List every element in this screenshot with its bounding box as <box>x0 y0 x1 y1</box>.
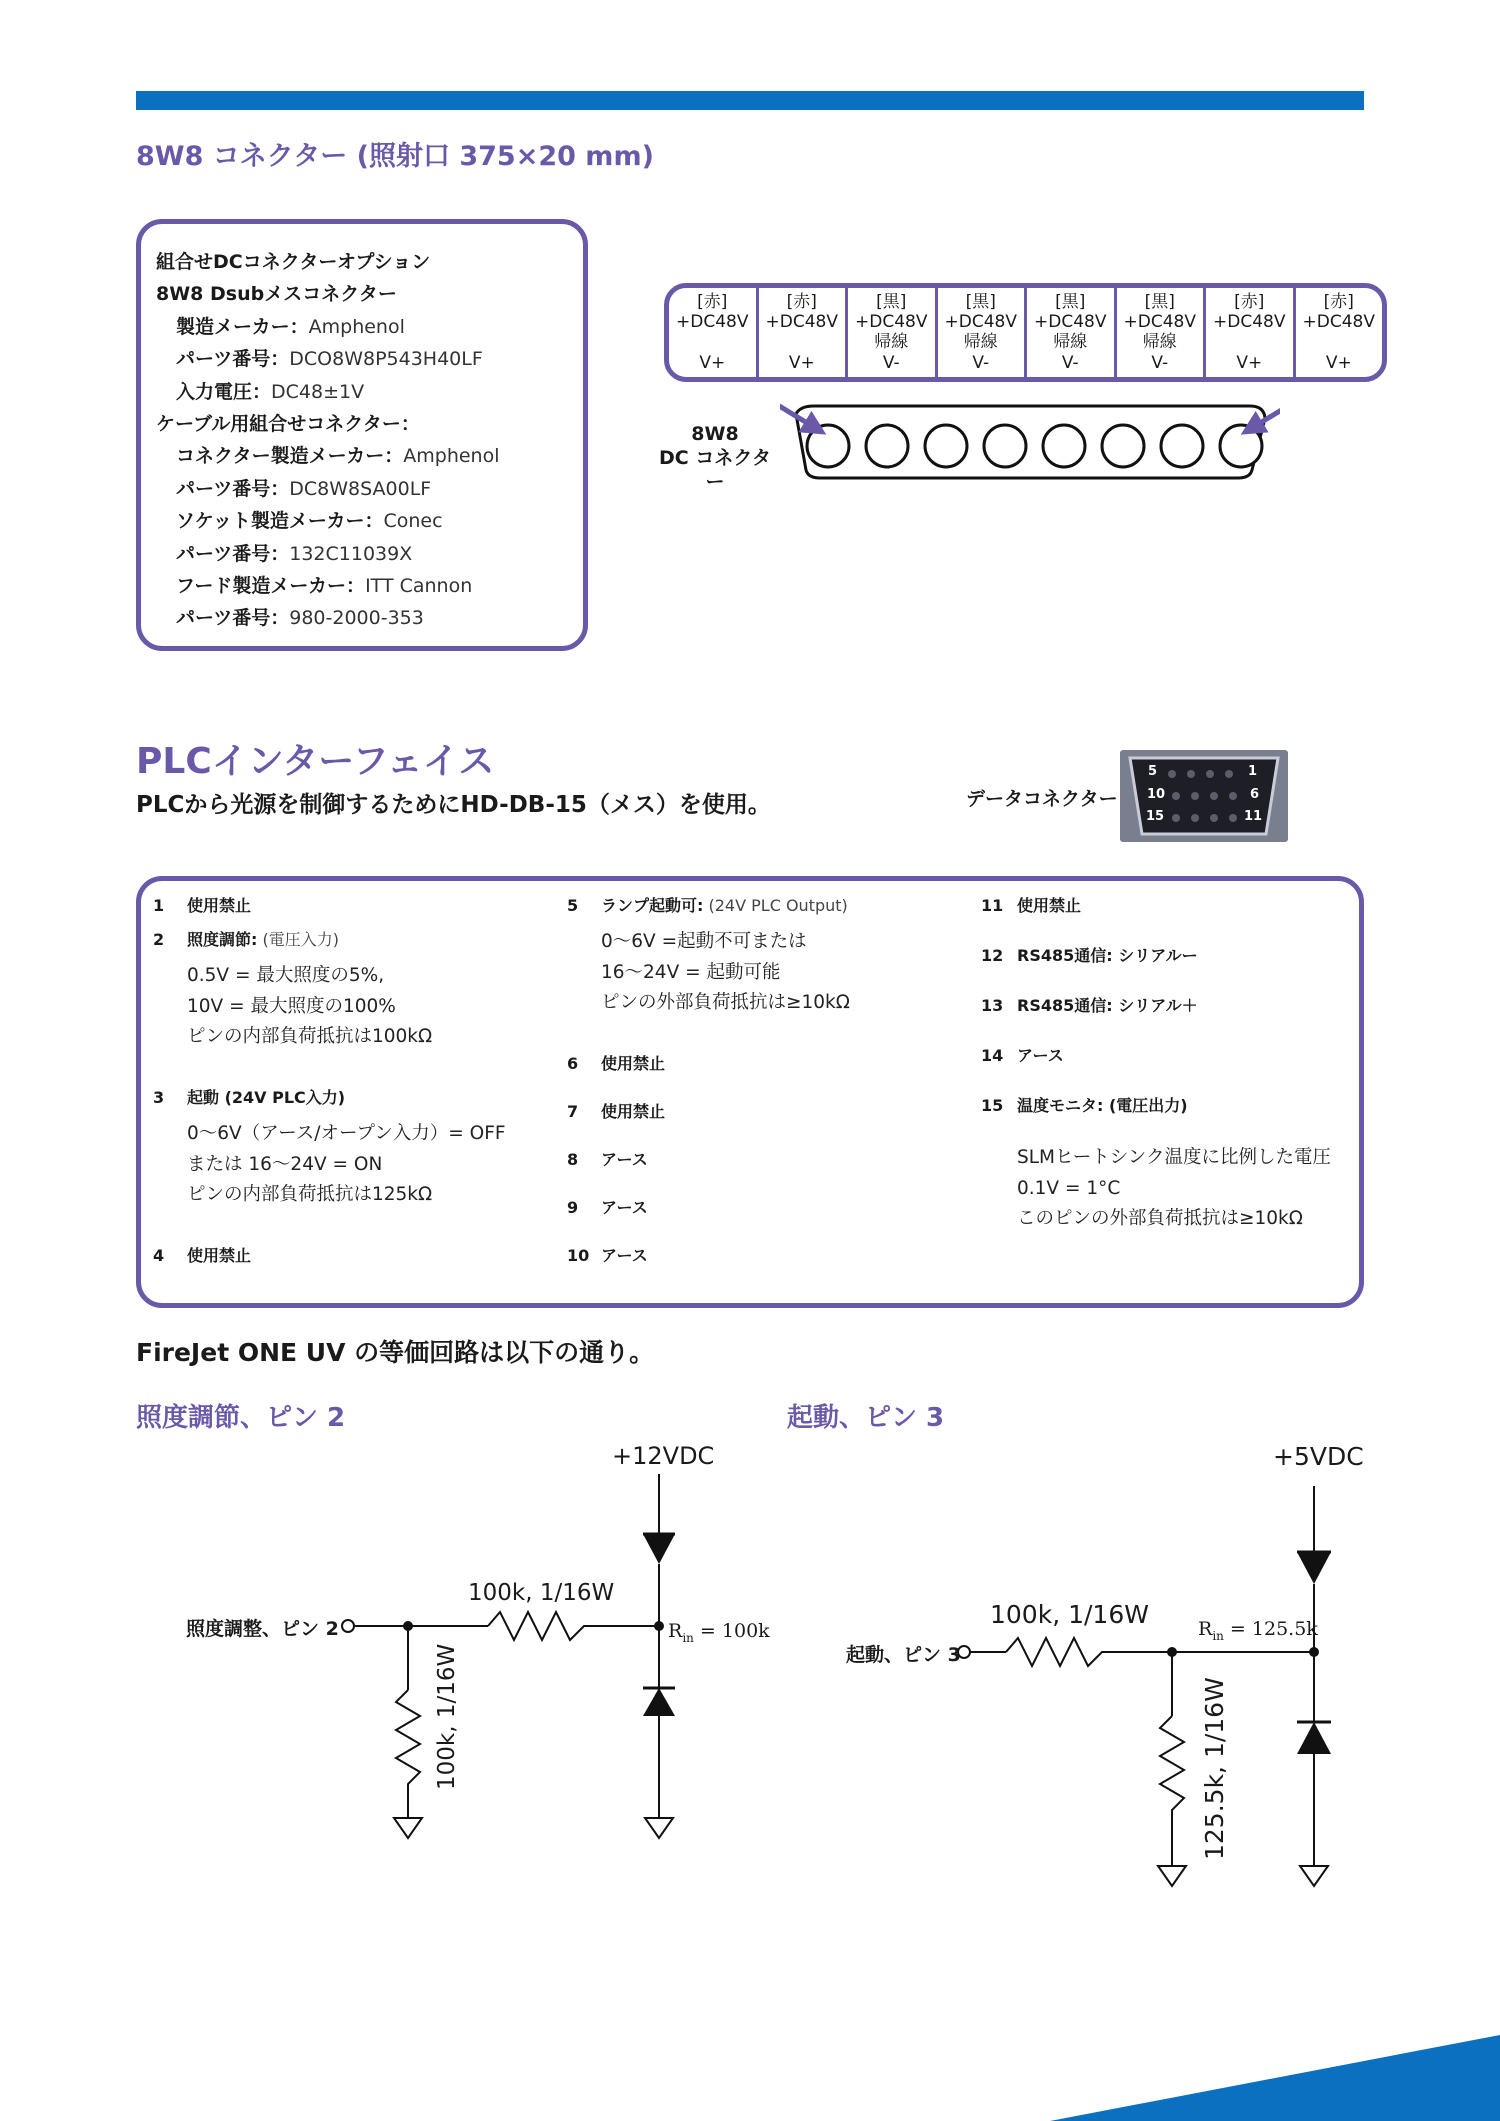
spec-value: 132C11039X <box>289 542 413 565</box>
left-circuit-supply: +12VDC <box>612 1442 715 1470</box>
spec-value: 980-2000-353 <box>289 607 424 630</box>
pin-color: [黒] <box>1144 292 1175 312</box>
pin-voltage: +DC48V <box>855 312 928 332</box>
right-rin-label: $R_{in} = 125.5k$ <box>1198 1618 1318 1643</box>
dc-connector-label-line1: 8W8 <box>691 423 739 445</box>
right-shunt-resistor-label: 125.5k, 1/16W <box>1200 1677 1229 1860</box>
pin-color: [赤] <box>1323 292 1354 312</box>
spec-label: パーツ番号： <box>176 607 290 630</box>
spec-line <box>156 343 573 375</box>
pin-row-9: 9 アース <box>567 1198 648 1217</box>
spec-label: パーツ番号： <box>176 477 290 500</box>
dsub-label-1: 1 <box>1248 764 1258 779</box>
pin-return: 帰線 <box>1142 332 1177 352</box>
left-circuit-input: 照度調整、ピン 2 <box>186 1618 339 1640</box>
pin-sign: V+ <box>1325 353 1352 373</box>
dsub-label-11: 11 <box>1244 809 1263 824</box>
pin-sign: V- <box>1151 353 1169 373</box>
spec-label: ソケット製造メーカー： <box>176 510 384 533</box>
pin-voltage: +DC48V <box>676 312 749 332</box>
spec-value: Conec <box>383 510 443 533</box>
circuit-heading: FireJet ONE UV の等価回路は以下の通り。 <box>136 1338 655 1367</box>
pin-cell <box>1296 288 1383 377</box>
pin-voltage: +DC48V <box>765 312 838 332</box>
spec-label: 組合せDCコネクターオプション <box>156 251 431 273</box>
pin-cell <box>848 288 938 377</box>
pin-row-5: 5 ランプ起動可: (24V PLC Output) <box>567 896 848 915</box>
pin-cell <box>1117 288 1207 377</box>
spec-line <box>156 570 573 602</box>
pin-voltage: +DC48V <box>1213 312 1286 332</box>
spec-line <box>156 440 573 472</box>
right-circuit-input: 起動、ピン 3 <box>846 1644 961 1666</box>
top-accent-bar <box>136 91 1364 110</box>
spec-label: コネクター製造メーカー： <box>176 445 404 468</box>
spec-label: フード製造メーカー： <box>176 574 366 597</box>
dc-connector-diagram <box>780 370 1280 490</box>
spec-label: パーツ番号： <box>176 348 290 371</box>
plc-pinout-box <box>136 876 1364 1308</box>
pin-cell <box>938 288 1028 377</box>
pin-5-description: 0～6V =起動不可または 16～24V = 起動可能 ピンの外部負荷抵抗は≥10kΩ <box>601 931 850 1013</box>
pin-row-4: 4 使用禁止 <box>153 1246 252 1265</box>
dsub-label-10: 10 <box>1147 787 1166 802</box>
spec-label: 製造メーカー： <box>176 315 309 338</box>
pin-row-11: 11 使用禁止 <box>981 896 1082 915</box>
left-circuit-wires <box>342 1474 660 1818</box>
pin-return: 帰線 <box>874 332 909 352</box>
pin-2-description: 0.5V = 最大照度の5%, 10V = 最大照度の100% ピンの内部負荷抵抗は100kΩ <box>187 965 433 1047</box>
left-shunt-resistor-label: 100k, 1/16W <box>434 1643 460 1790</box>
dsub-label-15: 15 <box>1146 809 1165 824</box>
data-connector-label: データコネクター <box>966 788 1118 810</box>
pin-sign: V+ <box>788 353 815 373</box>
spec-label: ケーブル用組合せコネクター： <box>156 412 420 435</box>
pin-voltage: +DC48V <box>1034 312 1107 332</box>
pin-row-10: 10 アース <box>567 1246 648 1265</box>
spec-value: Amphenol <box>308 315 405 338</box>
spec-line <box>156 505 573 537</box>
bottom-corner-accent <box>1050 2035 1500 2121</box>
pin-cell <box>759 288 849 377</box>
spec-line <box>156 473 573 505</box>
left-series-resistor-label: 100k, 1/16W <box>468 1580 615 1606</box>
right-circuit-supply: +5VDC <box>1273 1442 1364 1471</box>
spec-label: 8W8 Dsubメスコネクター <box>156 283 397 306</box>
right-circuit-diodes <box>1167 1552 1331 1754</box>
spec-value: DC8W8SA00LF <box>289 477 432 500</box>
pin-color: [赤] <box>786 292 817 312</box>
spec-line <box>156 602 573 634</box>
pin-return: 帰線 <box>1053 332 1088 352</box>
pin-row-13: 13 RS485通信: シリアル＋ <box>981 996 1198 1015</box>
spec-value: ITT Cannon <box>365 574 473 597</box>
left-circuit-grounds <box>394 1818 673 1838</box>
connector-spec-box <box>136 219 588 651</box>
pin-row-7: 7 使用禁止 <box>567 1102 666 1121</box>
pin-row-12: 12 RS485通信: シリアルー <box>981 946 1198 965</box>
pin-row-8: 8 アース <box>567 1150 648 1169</box>
spec-line <box>156 408 573 440</box>
pin-row-1: 1 使用禁止 <box>153 896 252 915</box>
pin-color: [赤] <box>697 292 728 312</box>
spec-value: Amphenol <box>403 445 500 468</box>
pin-row-14: 14 アース <box>981 1046 1064 1065</box>
dc-connector-label-line2: DC コネクター <box>659 447 771 493</box>
pin-row-2: 2 照度調節: (電圧入力) <box>153 930 339 949</box>
pin-sign: V+ <box>1236 353 1263 373</box>
left-rin-label: $R_{in} = 100k$ <box>668 1620 770 1645</box>
plc-section-title: PLCインターフェイス <box>136 741 495 782</box>
pin-assignment-strip <box>664 283 1387 382</box>
left-circuit-title: 照度調節、ピン 2 <box>136 1403 346 1433</box>
pin-cell <box>1027 288 1117 377</box>
pin-color: [黒] <box>1055 292 1086 312</box>
right-circuit-title: 起動、ピン 3 <box>787 1403 945 1433</box>
right-series-resistor-label: 100k, 1/16W <box>990 1600 1149 1629</box>
pin-color: [黒] <box>965 292 996 312</box>
pin-sign: V+ <box>699 353 726 373</box>
connector-section-title: 8W8 コネクター (照射口 375×20 mm) <box>136 141 654 172</box>
pin-voltage: +DC48V <box>1123 312 1196 332</box>
pin-row-15: 15 温度モニタ: (電圧出力) <box>981 1096 1188 1115</box>
plc-section-subtitle: PLCから光源を制御するためにHD-DB-15（メス）を使用。 <box>136 792 771 818</box>
spec-line <box>156 311 573 343</box>
pin-sign: V- <box>972 353 990 373</box>
dsub-label-5: 5 <box>1148 764 1158 779</box>
pin-sign: V- <box>882 353 900 373</box>
spec-label: 入力電圧： <box>176 380 272 403</box>
right-circuit-wires <box>958 1486 1314 1866</box>
right-circuit-grounds <box>1158 1866 1328 1886</box>
pin-cell <box>669 288 759 377</box>
dsub-label-6: 6 <box>1250 787 1260 802</box>
pin-row-6: 6 使用禁止 <box>567 1054 666 1073</box>
pin-row-3: 3 起動 (24V PLC入力) <box>153 1088 346 1107</box>
dc-connector-label <box>650 422 780 494</box>
spec-line <box>156 538 573 570</box>
hd-db15-connector-image <box>1120 750 1288 842</box>
pin-15-description: SLMヒートシンク温度に比例した電圧 0.1V = 1°C このピンの外部負荷抵抗は≥10kΩ <box>1017 1147 1331 1229</box>
spec-line <box>156 376 573 408</box>
pin-voltage: +DC48V <box>944 312 1017 332</box>
pin-color: [赤] <box>1234 292 1265 312</box>
pin-sign: V- <box>1061 353 1079 373</box>
pin-cell <box>1206 288 1296 377</box>
spec-label: パーツ番号： <box>176 542 290 565</box>
pin-color: [黒] <box>876 292 907 312</box>
spec-line <box>156 278 573 310</box>
spec-value: DC48±1V <box>271 380 365 403</box>
spec-line <box>156 246 573 278</box>
pin-return: 帰線 <box>963 332 998 352</box>
pin-3-description: 0～6V（アース/オープン入力）= OFF または 16～24V = ON ピンの内部負荷抵抗は125kΩ <box>187 1123 506 1205</box>
spec-value: DCO8W8P543H40LF <box>289 348 483 371</box>
pin-voltage: +DC48V <box>1302 312 1375 332</box>
